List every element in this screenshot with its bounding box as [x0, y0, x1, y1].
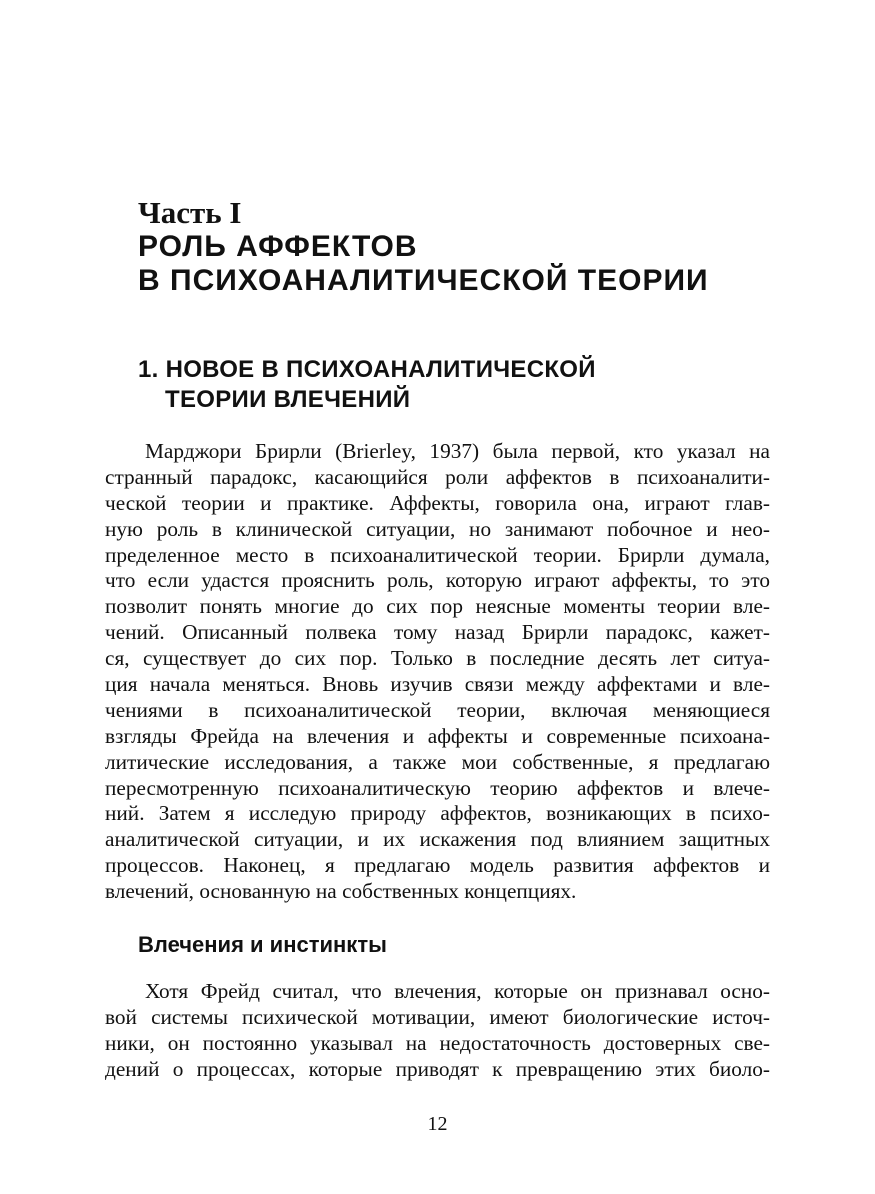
text-line: ний. Затем я исследую природу аффектов, возникающих в психо- [105, 801, 770, 826]
text-line: ческой теории и практике. Аффекты, говорила она, играют глав- [105, 490, 770, 515]
text-line: процессов. Наконец, я предлагаю модель развития аффектов и [105, 853, 770, 878]
paragraph-freud [105, 979, 770, 1083]
chapter-title-line-1: 1. НОВОЕ В ПСИХОАНАЛИТИЧЕСКОЙ [138, 356, 596, 383]
text-line: пределенное место в психоаналитической теории. Брирли думала, [105, 542, 770, 567]
text-line: чений. Описанный полвека тому назад Брирли парадокс, кажет- [105, 620, 770, 645]
chapter-title [138, 355, 818, 415]
paragraph-brierley [105, 439, 770, 905]
page-number: 12 [427, 1113, 448, 1135]
text-line: вой системы психической мотивации, имеют биологические источ- [105, 1004, 770, 1029]
text-line: ную роль в клинической ситуации, но занимают побочное и нео- [105, 516, 770, 541]
part-title-line-1: РОЛЬ АФФЕКТОВ [138, 230, 418, 263]
text-line: дений о процессах, которые приводят к превращению этих биоло- [105, 1056, 770, 1081]
text-line: Хотя Фрейд считал, что влечения, которые он признавал осно- [145, 979, 770, 1003]
text-line: влечений, основанную на собственных концепциях. [105, 879, 577, 904]
text-line: что если удастся прояснить роль, которую играют аффекты, то это [105, 568, 770, 593]
text-line: литические исследования, а также мои собственные, я предлагаю [105, 749, 770, 774]
part-label: Часть I [138, 195, 242, 230]
text-line: пересмотренную психоаналитическую теорию аффектов и влече- [105, 775, 770, 800]
text-line: аналитической ситуации, и их искажения под влиянием защитных [105, 827, 770, 852]
part-title [138, 196, 818, 298]
text-line: чениями в психоаналитической теории, включая меняющиеся [105, 697, 770, 722]
chapter-title-line-2: ТЕОРИИ ВЛЕЧЕНИЙ [165, 386, 411, 413]
text-line: позволит понять многие до сих пор неясные моменты теории вле- [105, 594, 770, 619]
part-title-line-2: В ПСИХОАНАЛИТИЧЕСКОЙ ТЕОРИИ [138, 264, 709, 297]
text-line: ники, он постоянно указывал на недостаточность достоверных све- [105, 1030, 770, 1055]
text-line: ся, существует до сих пор. Только в последние десять лет ситуа- [105, 646, 770, 671]
text-line: странный парадокс, касающийся роли аффектов в психоаналити- [105, 464, 770, 489]
text-line: взгляды Фрейда на влечения и аффекты и современные психоана- [105, 723, 770, 748]
text-line: Марджори Брирли (Brierley, 1937) была первой, кто указал на [145, 439, 770, 463]
text-line: ция начала меняться. Вновь изучив связи между аффектами и вле- [105, 672, 770, 697]
section-heading: Влечения и инстинкты [138, 932, 387, 957]
